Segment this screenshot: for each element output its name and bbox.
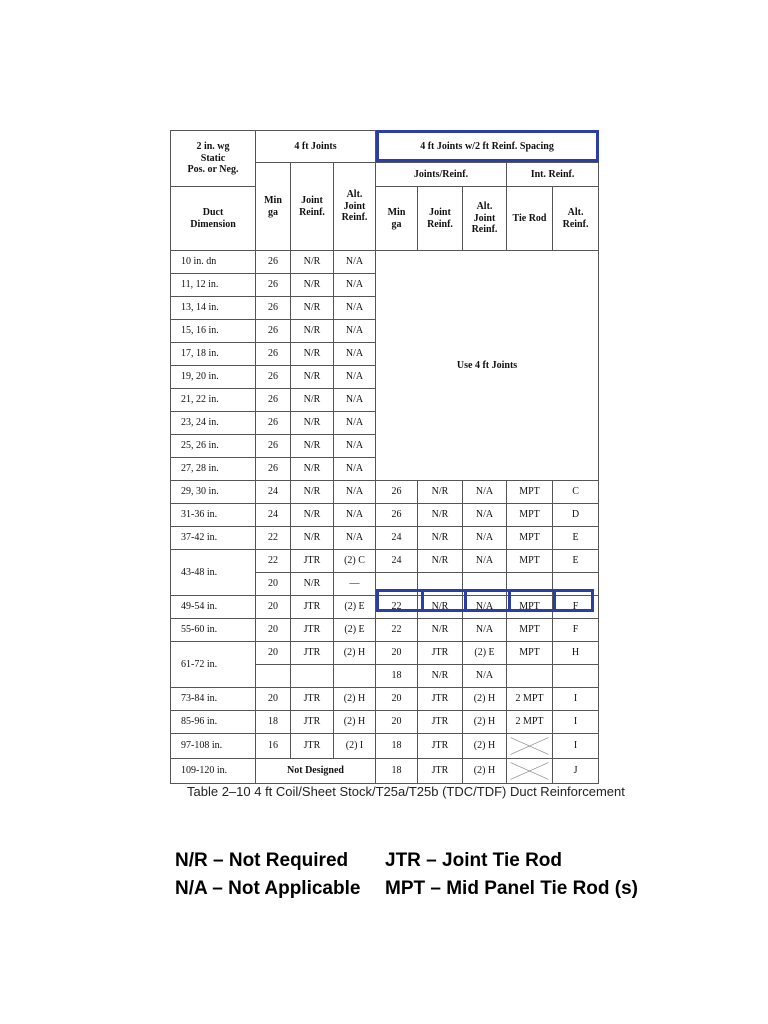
duct-dimension: 13, 14 in.	[171, 297, 256, 320]
alt-joint-reinf: —	[334, 573, 376, 596]
legend-nr: N/R – Not Required	[175, 850, 349, 871]
table-row	[171, 527, 599, 550]
tie-rod-not-applicable	[507, 734, 553, 759]
alt-joint-reinf: N/A	[334, 481, 376, 504]
tie-rod: 2 MPT	[507, 711, 553, 734]
alt-joint-reinf: N/A	[334, 320, 376, 343]
min-ga: 26	[256, 389, 291, 412]
alt-joint-reinf: N/A	[334, 389, 376, 412]
joint-reinf: N/R	[291, 435, 334, 458]
alt-joint-reinf: N/A	[334, 297, 376, 320]
reinf-alt-joint-reinf: N/A	[463, 481, 507, 504]
min-ga: 26	[256, 458, 291, 481]
alt-reinf: I	[553, 734, 599, 759]
table-row	[171, 504, 599, 527]
reinf-min-ga: 22	[376, 619, 418, 642]
joint-reinf: N/R	[291, 504, 334, 527]
min-ga: 18	[256, 711, 291, 734]
alt-joint-reinf: N/A	[334, 458, 376, 481]
reinf-alt-joint-reinf: (2) H	[463, 734, 507, 759]
min-ga: 22	[256, 527, 291, 550]
min-ga: 16	[256, 734, 291, 759]
duct-dimension: 17, 18 in.	[171, 343, 256, 366]
duct-dimension: 85-96 in.	[171, 711, 256, 734]
duct-dimension: 29, 30 in.	[171, 481, 256, 504]
reinf-joint-reinf: N/R	[418, 619, 463, 642]
joint-reinf: N/R	[291, 458, 334, 481]
duct-dimension: 31-36 in.	[171, 504, 256, 527]
alt-reinf: C	[553, 481, 599, 504]
reinf-min-ga: 18	[376, 734, 418, 759]
table-row	[171, 619, 599, 642]
joint-reinf: N/R	[291, 412, 334, 435]
reinf-min-ga	[376, 573, 418, 596]
min-ga: 26	[256, 366, 291, 389]
tie-rod: 2 MPT	[507, 688, 553, 711]
table-row	[171, 734, 599, 759]
reinf-alt-joint-reinf: (2) E	[463, 642, 507, 665]
alt-reinf: F	[553, 596, 599, 619]
tie-rod	[507, 573, 553, 596]
joint-reinf: JTR	[291, 550, 334, 573]
crossed-cell-icon	[507, 759, 552, 783]
min-ga: 26	[256, 412, 291, 435]
alt-joint-reinf: (2) H	[334, 688, 376, 711]
legend-mpt: MPT – Mid Panel Tie Rod (s)	[385, 878, 639, 899]
reinf-min-ga: 20	[376, 688, 418, 711]
alt-joint-reinf: (2) C	[334, 550, 376, 573]
alt-reinf: E	[553, 550, 599, 573]
min-ga: 26	[256, 435, 291, 458]
tie-rod	[507, 665, 553, 688]
reinf-alt-joint-reinf: (2) H	[463, 688, 507, 711]
not-designed-note: Not Designed	[256, 759, 376, 784]
joint-reinf: JTR	[291, 642, 334, 665]
min-ga: 26	[256, 320, 291, 343]
header-alt-joint-reinf-2: Alt. Joint Reinf.	[463, 187, 507, 251]
joint-reinf: N/R	[291, 297, 334, 320]
header-min-ga: Min ga	[256, 163, 291, 251]
header-4ft-joints: 4 ft Joints	[256, 131, 376, 163]
table-row	[171, 550, 599, 573]
table-row	[171, 711, 599, 734]
tie-rod: MPT	[507, 527, 553, 550]
min-ga: 20	[256, 688, 291, 711]
reinf-joint-reinf: N/R	[418, 481, 463, 504]
duct-dimension: 10 in. dn	[171, 251, 256, 274]
duct-dimension: 37-42 in.	[171, 527, 256, 550]
reinf-joint-reinf: N/R	[418, 527, 463, 550]
alt-joint-reinf: (2) E	[334, 619, 376, 642]
joint-reinf	[291, 665, 334, 688]
alt-reinf: I	[553, 688, 599, 711]
joint-reinf: N/R	[291, 251, 334, 274]
reinf-alt-joint-reinf: N/A	[463, 619, 507, 642]
alt-reinf: J	[553, 759, 599, 784]
tie-rod: MPT	[507, 550, 553, 573]
tie-rod: MPT	[507, 481, 553, 504]
table-row	[171, 688, 599, 711]
reinf-alt-joint-reinf: N/A	[463, 527, 507, 550]
duct-dimension: 43-48 in.	[171, 550, 256, 596]
duct-dimension: 97-108 in.	[171, 734, 256, 759]
min-ga: 26	[256, 251, 291, 274]
joint-reinf: N/R	[291, 389, 334, 412]
alt-joint-reinf: N/A	[334, 343, 376, 366]
duct-dimension: 21, 22 in.	[171, 389, 256, 412]
reinf-min-ga: 18	[376, 759, 418, 784]
alt-joint-reinf: N/A	[334, 412, 376, 435]
reinf-joint-reinf: N/R	[418, 550, 463, 573]
min-ga: 20	[256, 642, 291, 665]
duct-dimension: 61-72 in.	[171, 642, 256, 688]
joint-reinf: N/R	[291, 366, 334, 389]
duct-dimension: 19, 20 in.	[171, 366, 256, 389]
duct-reinforcement-table	[170, 130, 599, 784]
table-row	[171, 251, 599, 274]
alt-reinf: E	[553, 527, 599, 550]
duct-dimension: 73-84 in.	[171, 688, 256, 711]
alt-joint-reinf: N/A	[334, 435, 376, 458]
tie-rod: MPT	[507, 504, 553, 527]
alt-reinf: D	[553, 504, 599, 527]
table-row	[171, 481, 599, 504]
reinf-joint-reinf: JTR	[418, 642, 463, 665]
reinf-min-ga: 22	[376, 596, 418, 619]
joint-reinf: N/R	[291, 320, 334, 343]
alt-reinf: F	[553, 619, 599, 642]
joint-reinf: N/R	[291, 527, 334, 550]
reinf-min-ga: 20	[376, 711, 418, 734]
reinf-min-ga: 26	[376, 481, 418, 504]
legend-jtr: JTR – Joint Tie Rod	[385, 850, 563, 871]
duct-dimension: 27, 28 in.	[171, 458, 256, 481]
alt-joint-reinf: N/A	[334, 366, 376, 389]
reinf-joint-reinf: N/R	[418, 596, 463, 619]
reinf-alt-joint-reinf: (2) H	[463, 711, 507, 734]
min-ga: 26	[256, 274, 291, 297]
reinf-min-ga: 20	[376, 642, 418, 665]
reinf-joint-reinf: JTR	[418, 734, 463, 759]
alt-reinf: I	[553, 711, 599, 734]
alt-joint-reinf: N/A	[334, 274, 376, 297]
reinf-alt-joint-reinf: N/A	[463, 550, 507, 573]
joint-reinf: JTR	[291, 734, 334, 759]
joint-reinf: N/R	[291, 481, 334, 504]
min-ga: 20	[256, 573, 291, 596]
min-ga: 24	[256, 504, 291, 527]
reinf-joint-reinf	[418, 573, 463, 596]
reinf-min-ga: 18	[376, 665, 418, 688]
tie-rod: MPT	[507, 642, 553, 665]
min-ga	[256, 665, 291, 688]
header-min-ga-2: Min ga	[376, 187, 418, 251]
header-tie-rod: Tie Rod	[507, 187, 553, 251]
min-ga: 20	[256, 596, 291, 619]
reinf-min-ga: 26	[376, 504, 418, 527]
table-caption: Table 2–10 4 ft Coil/Sheet Stock/T25a/T25b (TDC/TDF) Duct Reinforcement	[187, 784, 625, 799]
reinf-min-ga: 24	[376, 550, 418, 573]
joint-reinf: N/R	[291, 274, 334, 297]
joint-reinf: N/R	[291, 573, 334, 596]
min-ga: 26	[256, 343, 291, 366]
reinf-min-ga: 24	[376, 527, 418, 550]
joint-reinf: JTR	[291, 596, 334, 619]
header-int-reinf: Int. Reinf.	[507, 163, 599, 187]
legend-na: N/A – Not Applicable	[175, 878, 361, 899]
min-ga: 24	[256, 481, 291, 504]
header-joint-reinf: Joint Reinf.	[291, 163, 334, 251]
alt-joint-reinf: (2) H	[334, 642, 376, 665]
min-ga: 20	[256, 619, 291, 642]
duct-dimension: 109-120 in.	[171, 759, 256, 784]
joint-reinf: JTR	[291, 711, 334, 734]
alt-joint-reinf: (2) H	[334, 711, 376, 734]
table-row	[171, 642, 599, 665]
reinf-joint-reinf: JTR	[418, 711, 463, 734]
min-ga: 22	[256, 550, 291, 573]
reinf-joint-reinf: N/R	[418, 504, 463, 527]
reinf-joint-reinf: N/R	[418, 665, 463, 688]
tie-rod: MPT	[507, 596, 553, 619]
static-pressure-header: 2 in. wg Static Pos. or Neg.	[171, 131, 256, 187]
joint-reinf: JTR	[291, 688, 334, 711]
reinf-joint-reinf: JTR	[418, 759, 463, 784]
duct-dimension: 23, 24 in.	[171, 412, 256, 435]
duct-dimension: 11, 12 in.	[171, 274, 256, 297]
duct-dimension: 55-60 in.	[171, 619, 256, 642]
alt-reinf: H	[553, 642, 599, 665]
reinf-alt-joint-reinf: N/A	[463, 665, 507, 688]
reinf-alt-joint-reinf: N/A	[463, 504, 507, 527]
duct-dimension: 15, 16 in.	[171, 320, 256, 343]
reinf-alt-joint-reinf	[463, 573, 507, 596]
use-4ft-joints-note: Use 4 ft Joints	[376, 251, 599, 481]
alt-reinf	[553, 665, 599, 688]
tie-rod: MPT	[507, 619, 553, 642]
header-4ft-joints-2ft-reinf: 4 ft Joints w/2 ft Reinf. Spacing	[376, 131, 599, 163]
duct-dimension: 49-54 in.	[171, 596, 256, 619]
reinf-alt-joint-reinf: N/A	[463, 596, 507, 619]
table-row	[171, 596, 599, 619]
duct-dimension: 25, 26 in.	[171, 435, 256, 458]
header-joints-reinf: Joints/Reinf.	[376, 163, 507, 187]
header-alt-reinf: Alt. Reinf.	[553, 187, 599, 251]
alt-joint-reinf: (2) E	[334, 596, 376, 619]
joint-reinf: JTR	[291, 619, 334, 642]
alt-joint-reinf: N/A	[334, 251, 376, 274]
reinf-joint-reinf: JTR	[418, 688, 463, 711]
header-joint-reinf-2: Joint Reinf.	[418, 187, 463, 251]
tie-rod-not-applicable	[507, 759, 553, 784]
crossed-cell-icon	[507, 734, 552, 758]
table-row	[171, 759, 599, 784]
alt-joint-reinf: N/A	[334, 527, 376, 550]
reinf-alt-joint-reinf: (2) H	[463, 759, 507, 784]
alt-reinf	[553, 573, 599, 596]
joint-reinf: N/R	[291, 343, 334, 366]
duct-dimension-header: Duct Dimension	[171, 187, 256, 251]
alt-joint-reinf: (2) I	[334, 734, 376, 759]
min-ga: 26	[256, 297, 291, 320]
alt-joint-reinf: N/A	[334, 504, 376, 527]
alt-joint-reinf	[334, 665, 376, 688]
header-alt-joint-reinf: Alt. Joint Reinf.	[334, 163, 376, 251]
